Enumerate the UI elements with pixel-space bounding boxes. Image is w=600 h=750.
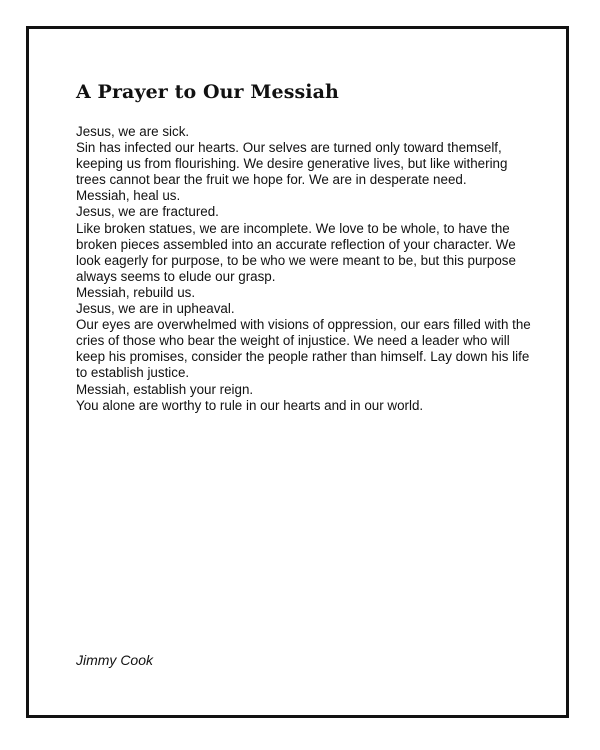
- prayer-line: Like broken statues, we are incomplete. We love to be whole, to have the broken pieces assembled into an accurate reflection of your character. We look eagerly for purpose, to be who we were meant to be, but this purpose always seems to elude our grasp.: [76, 220, 516, 284]
- prayer-body: [76, 124, 536, 414]
- page-title: A Prayer to Our Messiah: [76, 81, 339, 103]
- prayer-line: Messiah, heal us.: [76, 188, 181, 204]
- prayer-line: Sin has infected our hearts. Our selves are turned only toward themself, keeping us from flourishing. We desire generative lives, but like withering trees cannot bear the fruit we hope for. We are in desperate need.: [76, 140, 508, 188]
- prayer-line: Jesus, we are fractured.: [76, 204, 219, 220]
- prayer-line: You alone are worthy to rule in our hearts and in our world.: [76, 397, 424, 413]
- prayer-line: Messiah, establish your reign.: [76, 381, 254, 397]
- author-name: Jimmy Cook: [76, 652, 154, 668]
- prayer-line: Jesus, we are in upheaval.: [76, 301, 235, 317]
- prayer-line: Messiah, rebuild us.: [76, 284, 196, 300]
- prayer-page: [26, 26, 569, 718]
- prayer-line: Our eyes are overwhelmed with visions of oppression, our ears filled with the cries of those who bear the weight of injustice. We need a leader who will keep his promises, consider the people rather than himself. Lay down his life to establish justice.: [76, 317, 531, 381]
- prayer-line: Jesus, we are sick.: [76, 124, 190, 139]
